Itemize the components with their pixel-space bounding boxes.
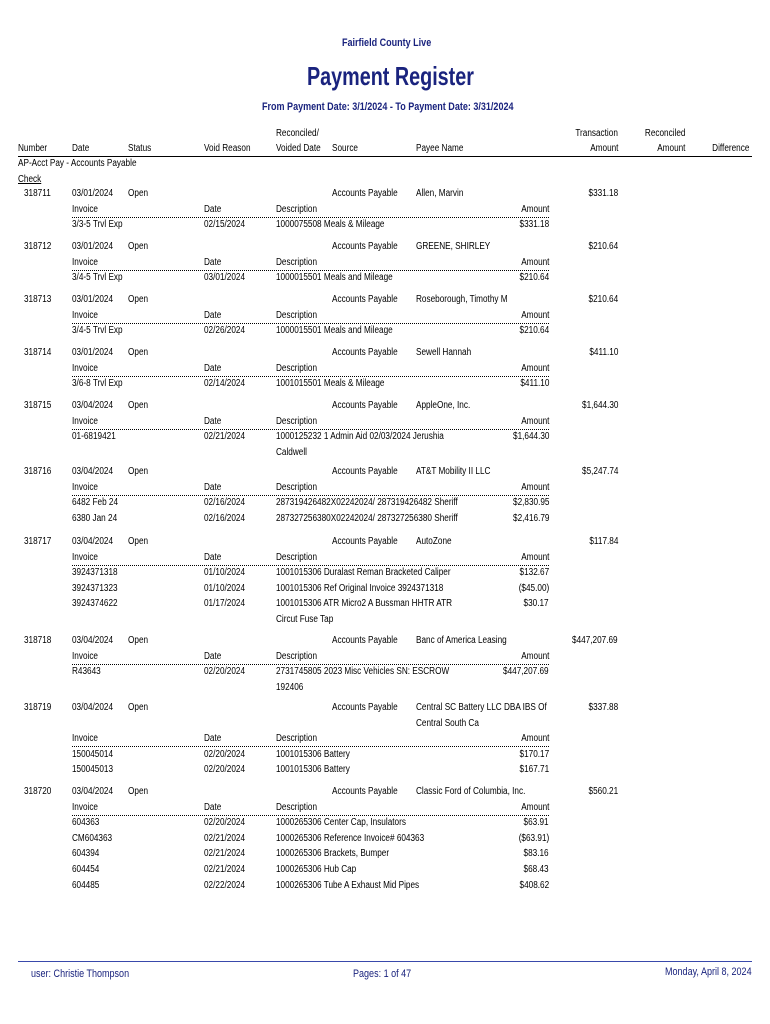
- payment-number: 318717: [24, 536, 52, 547]
- invoice-label: Invoice: [72, 650, 98, 662]
- header-rule: [18, 156, 752, 157]
- invoice-amount: $170.17: [519, 748, 549, 760]
- invoice-amount: $1,644.30: [512, 431, 549, 443]
- invoice-date: 02/22/2024: [204, 879, 246, 891]
- transaction-amount: $210.64: [588, 241, 618, 252]
- col-transaction-1: Transaction: [575, 128, 618, 139]
- payment-date: 03/04/2024: [72, 466, 114, 477]
- payee-name: Allen, Marvin: [416, 188, 464, 199]
- transaction-amount: $560.21: [588, 786, 618, 797]
- payment-type: Check: [18, 174, 42, 185]
- invoice-number: 604394: [72, 848, 100, 860]
- payment-number: 318718: [24, 635, 52, 646]
- col-number: Number: [18, 143, 48, 154]
- payee-name: Classic Ford of Columbia, Inc.: [416, 786, 526, 797]
- amount-label: Amount: [520, 362, 549, 374]
- invoice-description: 1000265306 Center Cap, Insulators: [276, 817, 406, 829]
- amount-label: Amount: [520, 801, 549, 813]
- invoice-date: 02/16/2024: [204, 497, 246, 509]
- description-label: Description: [276, 415, 318, 427]
- date-label: Date: [204, 801, 222, 813]
- detail-header-rule: [72, 495, 549, 496]
- invoice-date: 01/10/2024: [204, 582, 246, 594]
- invoice-amount: $2,416.79: [512, 512, 549, 524]
- transaction-amount: $1,644.30: [581, 400, 618, 411]
- payment-source: Accounts Payable: [332, 188, 398, 199]
- detail-header-rule: [72, 217, 549, 218]
- payment-source: Accounts Payable: [332, 536, 398, 547]
- invoice-amount: $408.62: [519, 879, 549, 891]
- payment-number: 318716: [24, 466, 52, 477]
- payment-number: 318720: [24, 786, 52, 797]
- invoice-amount: $210.64: [519, 272, 549, 284]
- invoice-description: 1000125232 1 Admin Aid 02/03/2024 Jerushia: [276, 431, 444, 443]
- invoice-number: 3/4-5 Trvl Exp: [72, 272, 123, 284]
- invoice-description: 1000015501 Meals and Mileage: [276, 272, 393, 284]
- payee-name: AppleOne, Inc.: [416, 400, 471, 411]
- amount-label: Amount: [520, 650, 549, 662]
- payment-status: Open: [128, 241, 149, 252]
- invoice-number: 3/4-5 Trvl Exp: [72, 325, 123, 337]
- transaction-amount: $117.84: [588, 536, 618, 547]
- payee-name: Roseborough, Timothy M: [416, 294, 508, 305]
- payment-status: Open: [128, 188, 149, 199]
- payment-date: 03/01/2024: [72, 347, 114, 358]
- invoice-date: 02/16/2024: [204, 512, 246, 524]
- transaction-amount: $447,207.69: [572, 635, 618, 646]
- amount-label: Amount: [520, 309, 549, 321]
- payment-source: Accounts Payable: [332, 400, 398, 411]
- payment-date: 03/04/2024: [72, 702, 114, 713]
- invoice-number: CM604363: [72, 832, 113, 844]
- group-name: AP-Acct Pay - Accounts Payable: [18, 158, 137, 169]
- date-range-subtitle: From Payment Date: 3/1/2024 - To Payment Date: 3/31/2024: [262, 101, 514, 113]
- payment-source: Accounts Payable: [332, 294, 398, 305]
- invoice-number: 6380 Jan 24: [72, 512, 118, 524]
- invoice-date: 02/21/2024: [204, 864, 246, 875]
- detail-header-rule: [72, 746, 549, 747]
- detail-header-rule: [72, 565, 549, 566]
- invoice-label: Invoice: [72, 203, 98, 215]
- col-status: Status: [128, 143, 152, 154]
- invoice-label: Invoice: [72, 256, 98, 268]
- payment-status: Open: [128, 347, 149, 358]
- invoice-amount: $331.18: [519, 219, 549, 231]
- invoice-description: 192406: [276, 681, 304, 693]
- date-label: Date: [204, 362, 222, 374]
- invoice-amount: ($63.91): [518, 832, 549, 844]
- invoice-description: 1000015501 Meals and Mileage: [276, 325, 393, 337]
- description-label: Description: [276, 551, 318, 563]
- invoice-description: 1000265306 Tube A Exhaust Mid Pipes: [276, 879, 420, 891]
- amount-label: Amount: [520, 256, 549, 268]
- payment-status: Open: [128, 466, 149, 477]
- invoice-description: Circut Fuse Tap: [276, 614, 334, 625]
- payment-date: 03/04/2024: [72, 786, 114, 797]
- invoice-label: Invoice: [72, 362, 98, 374]
- date-label: Date: [204, 415, 222, 427]
- invoice-amount: $167.71: [519, 764, 549, 776]
- col-reconciled-1: Reconciled/: [276, 128, 319, 139]
- invoice-number: 3924371318: [72, 567, 118, 579]
- invoice-description: 1000075508 Meals & Mileage: [276, 219, 385, 231]
- payment-source: Accounts Payable: [332, 241, 398, 252]
- date-label: Date: [204, 481, 222, 493]
- invoice-amount: $447,207.69: [503, 666, 549, 678]
- date-label: Date: [204, 650, 222, 662]
- invoice-amount: ($45.00): [518, 582, 549, 594]
- description-label: Description: [276, 650, 318, 662]
- payment-status: Open: [128, 786, 149, 797]
- invoice-date: 02/20/2024: [204, 748, 246, 760]
- amount-label: Amount: [520, 203, 549, 215]
- transaction-amount: $337.88: [588, 702, 618, 713]
- invoice-description: 287319426482X02242024/ 287319426482 Sheriff: [276, 497, 458, 509]
- col-void-reason: Void Reason: [204, 143, 251, 154]
- payment-source: Accounts Payable: [332, 702, 398, 713]
- payment-number: 318713: [24, 294, 52, 305]
- payment-number: 318719: [24, 702, 52, 713]
- invoice-description: 1001015306 Ref Original Invoice 3924371318: [276, 582, 444, 594]
- payment-source: Accounts Payable: [332, 466, 398, 477]
- invoice-description: 1001015306 Battery: [276, 764, 350, 776]
- invoice-date: 02/26/2024: [204, 325, 246, 337]
- col-reconciled-amount-2: Amount: [656, 143, 685, 154]
- payment-date: 03/01/2024: [72, 294, 114, 305]
- invoice-description: 1000265306 Brackets, Bumper: [276, 848, 390, 860]
- footer-user: user: Christie Thompson: [31, 968, 130, 980]
- invoice-date: 02/20/2024: [204, 817, 246, 829]
- invoice-description: 1001015306 ATR Micro2 A Bussman HHTR ATR: [276, 598, 453, 610]
- payment-status: Open: [128, 536, 149, 547]
- invoice-description: 1001015501 Meals & Mileage: [276, 378, 385, 390]
- invoice-date: 02/21/2024: [204, 431, 246, 443]
- invoice-amount: $2,830.95: [512, 497, 549, 509]
- payment-date: 03/04/2024: [72, 400, 114, 411]
- invoice-number: 3/3-5 Trvl Exp: [72, 219, 123, 231]
- invoice-description: 287327256380X02242024/ 287327256380 Sheriff: [276, 512, 458, 524]
- invoice-description: Caldwell: [276, 446, 307, 458]
- invoice-date: 01/10/2024: [204, 567, 246, 579]
- col-payee: Payee Name: [416, 143, 464, 154]
- invoice-number: 6482 Feb 24: [72, 497, 119, 509]
- payment-status: Open: [128, 702, 149, 713]
- payment-number: 318715: [24, 400, 52, 411]
- invoice-number: 604454: [72, 864, 100, 875]
- invoice-date: 02/20/2024: [204, 764, 246, 776]
- invoice-amount: $63.91: [523, 817, 549, 829]
- detail-header-rule: [72, 664, 549, 665]
- payment-number: 318711: [24, 188, 51, 199]
- invoice-date: 03/01/2024: [204, 272, 246, 284]
- col-reconciled-amount-1: Reconciled: [644, 128, 685, 139]
- invoice-description: 2731745805 2023 Misc Vehicles SN: ESCROW: [276, 666, 450, 678]
- payment-source: Accounts Payable: [332, 347, 398, 358]
- detail-header-rule: [72, 815, 549, 816]
- amount-label: Amount: [520, 481, 549, 493]
- payment-status: Open: [128, 635, 149, 646]
- payee-name: Central SC Battery LLC DBA IBS Of: [416, 702, 547, 713]
- detail-header-rule: [72, 376, 549, 377]
- transaction-amount: $331.18: [588, 188, 618, 199]
- invoice-number: 3924371323: [72, 582, 118, 594]
- col-transaction-2: Amount: [589, 143, 618, 154]
- payment-source: Accounts Payable: [332, 635, 398, 646]
- invoice-label: Invoice: [72, 309, 98, 321]
- invoice-number: R43643: [72, 666, 101, 678]
- invoice-date: 02/15/2024: [204, 219, 246, 231]
- amount-label: Amount: [520, 415, 549, 427]
- invoice-description: 1000265306 Reference Invoice# 604363: [276, 832, 425, 844]
- description-label: Description: [276, 733, 318, 745]
- description-label: Description: [276, 362, 318, 374]
- invoice-label: Invoice: [72, 481, 98, 493]
- description-label: Description: [276, 481, 318, 493]
- invoice-date: 01/17/2024: [204, 598, 246, 610]
- payment-date: 03/01/2024: [72, 188, 114, 199]
- transaction-amount: $5,247.74: [581, 466, 618, 477]
- amount-label: Amount: [520, 551, 549, 563]
- col-difference: Difference: [711, 143, 749, 154]
- invoice-amount: $210.64: [519, 325, 549, 337]
- payee-name: AutoZone: [416, 536, 452, 547]
- page-title: Payment Register: [307, 61, 474, 91]
- invoice-number: 604485: [72, 879, 100, 891]
- col-source: Source: [332, 143, 358, 154]
- amount-label: Amount: [520, 733, 549, 745]
- payment-date: 03/04/2024: [72, 635, 114, 646]
- invoice-date: 02/20/2024: [204, 666, 246, 678]
- footer-rule: [18, 961, 752, 962]
- detail-header-rule: [72, 429, 549, 430]
- invoice-description: 1000265306 Hub Cap: [276, 864, 357, 875]
- payment-status: Open: [128, 294, 149, 305]
- org-name: Fairfield County Live: [342, 37, 432, 49]
- detail-header-rule: [72, 270, 549, 271]
- payee-name: Banc of America Leasing: [416, 635, 507, 646]
- invoice-number: 150045014: [72, 748, 114, 760]
- payee-name: Sewell Hannah: [416, 347, 472, 358]
- description-label: Description: [276, 309, 318, 321]
- footer-date: Monday, April 8, 2024: [665, 966, 752, 978]
- invoice-number: 3924374622: [72, 598, 118, 610]
- invoice-number: 01-6819421: [72, 431, 116, 443]
- payment-status: Open: [128, 400, 149, 411]
- invoice-amount: $68.43: [523, 864, 549, 875]
- invoice-description: 1001015306 Duralast Reman Bracketed Caliper: [276, 567, 451, 579]
- payment-date: 03/01/2024: [72, 241, 114, 252]
- invoice-date: 02/21/2024: [204, 832, 246, 844]
- description-label: Description: [276, 256, 318, 268]
- invoice-amount: $411.10: [519, 378, 549, 390]
- description-label: Description: [276, 801, 318, 813]
- invoice-date: 02/21/2024: [204, 848, 246, 860]
- payment-source: Accounts Payable: [332, 786, 398, 797]
- transaction-amount: $411.10: [588, 347, 618, 358]
- invoice-amount: $30.17: [523, 598, 549, 610]
- invoice-label: Invoice: [72, 415, 98, 427]
- payee-name: AT&T Mobility II LLC: [416, 466, 491, 477]
- payment-date: 03/04/2024: [72, 536, 114, 547]
- date-label: Date: [204, 203, 222, 215]
- invoice-number: 604363: [72, 817, 100, 829]
- payment-number: 318714: [24, 347, 52, 358]
- invoice-amount: $83.16: [523, 848, 549, 860]
- invoice-date: 02/14/2024: [204, 378, 246, 390]
- col-date: Date: [72, 143, 90, 154]
- footer-pages: Pages: 1 of 47: [353, 968, 412, 980]
- date-label: Date: [204, 551, 222, 563]
- invoice-amount: $132.67: [519, 567, 549, 579]
- payee-name: GREENE, SHIRLEY: [416, 241, 491, 252]
- invoice-label: Invoice: [72, 801, 98, 813]
- invoice-label: Invoice: [72, 733, 98, 745]
- date-label: Date: [204, 733, 222, 745]
- payment-number: 318712: [24, 241, 52, 252]
- description-label: Description: [276, 203, 318, 215]
- invoice-number: 3/6-8 Trvl Exp: [72, 378, 123, 390]
- date-label: Date: [204, 309, 222, 321]
- detail-header-rule: [72, 323, 549, 324]
- invoice-number: 150045013: [72, 764, 114, 776]
- transaction-amount: $210.64: [588, 294, 618, 305]
- invoice-description: 1001015306 Battery: [276, 748, 350, 760]
- invoice-label: Invoice: [72, 551, 98, 563]
- date-label: Date: [204, 256, 222, 268]
- payee-name: Central South Ca: [416, 717, 479, 729]
- col-reconciled-2: Voided Date: [276, 143, 321, 154]
